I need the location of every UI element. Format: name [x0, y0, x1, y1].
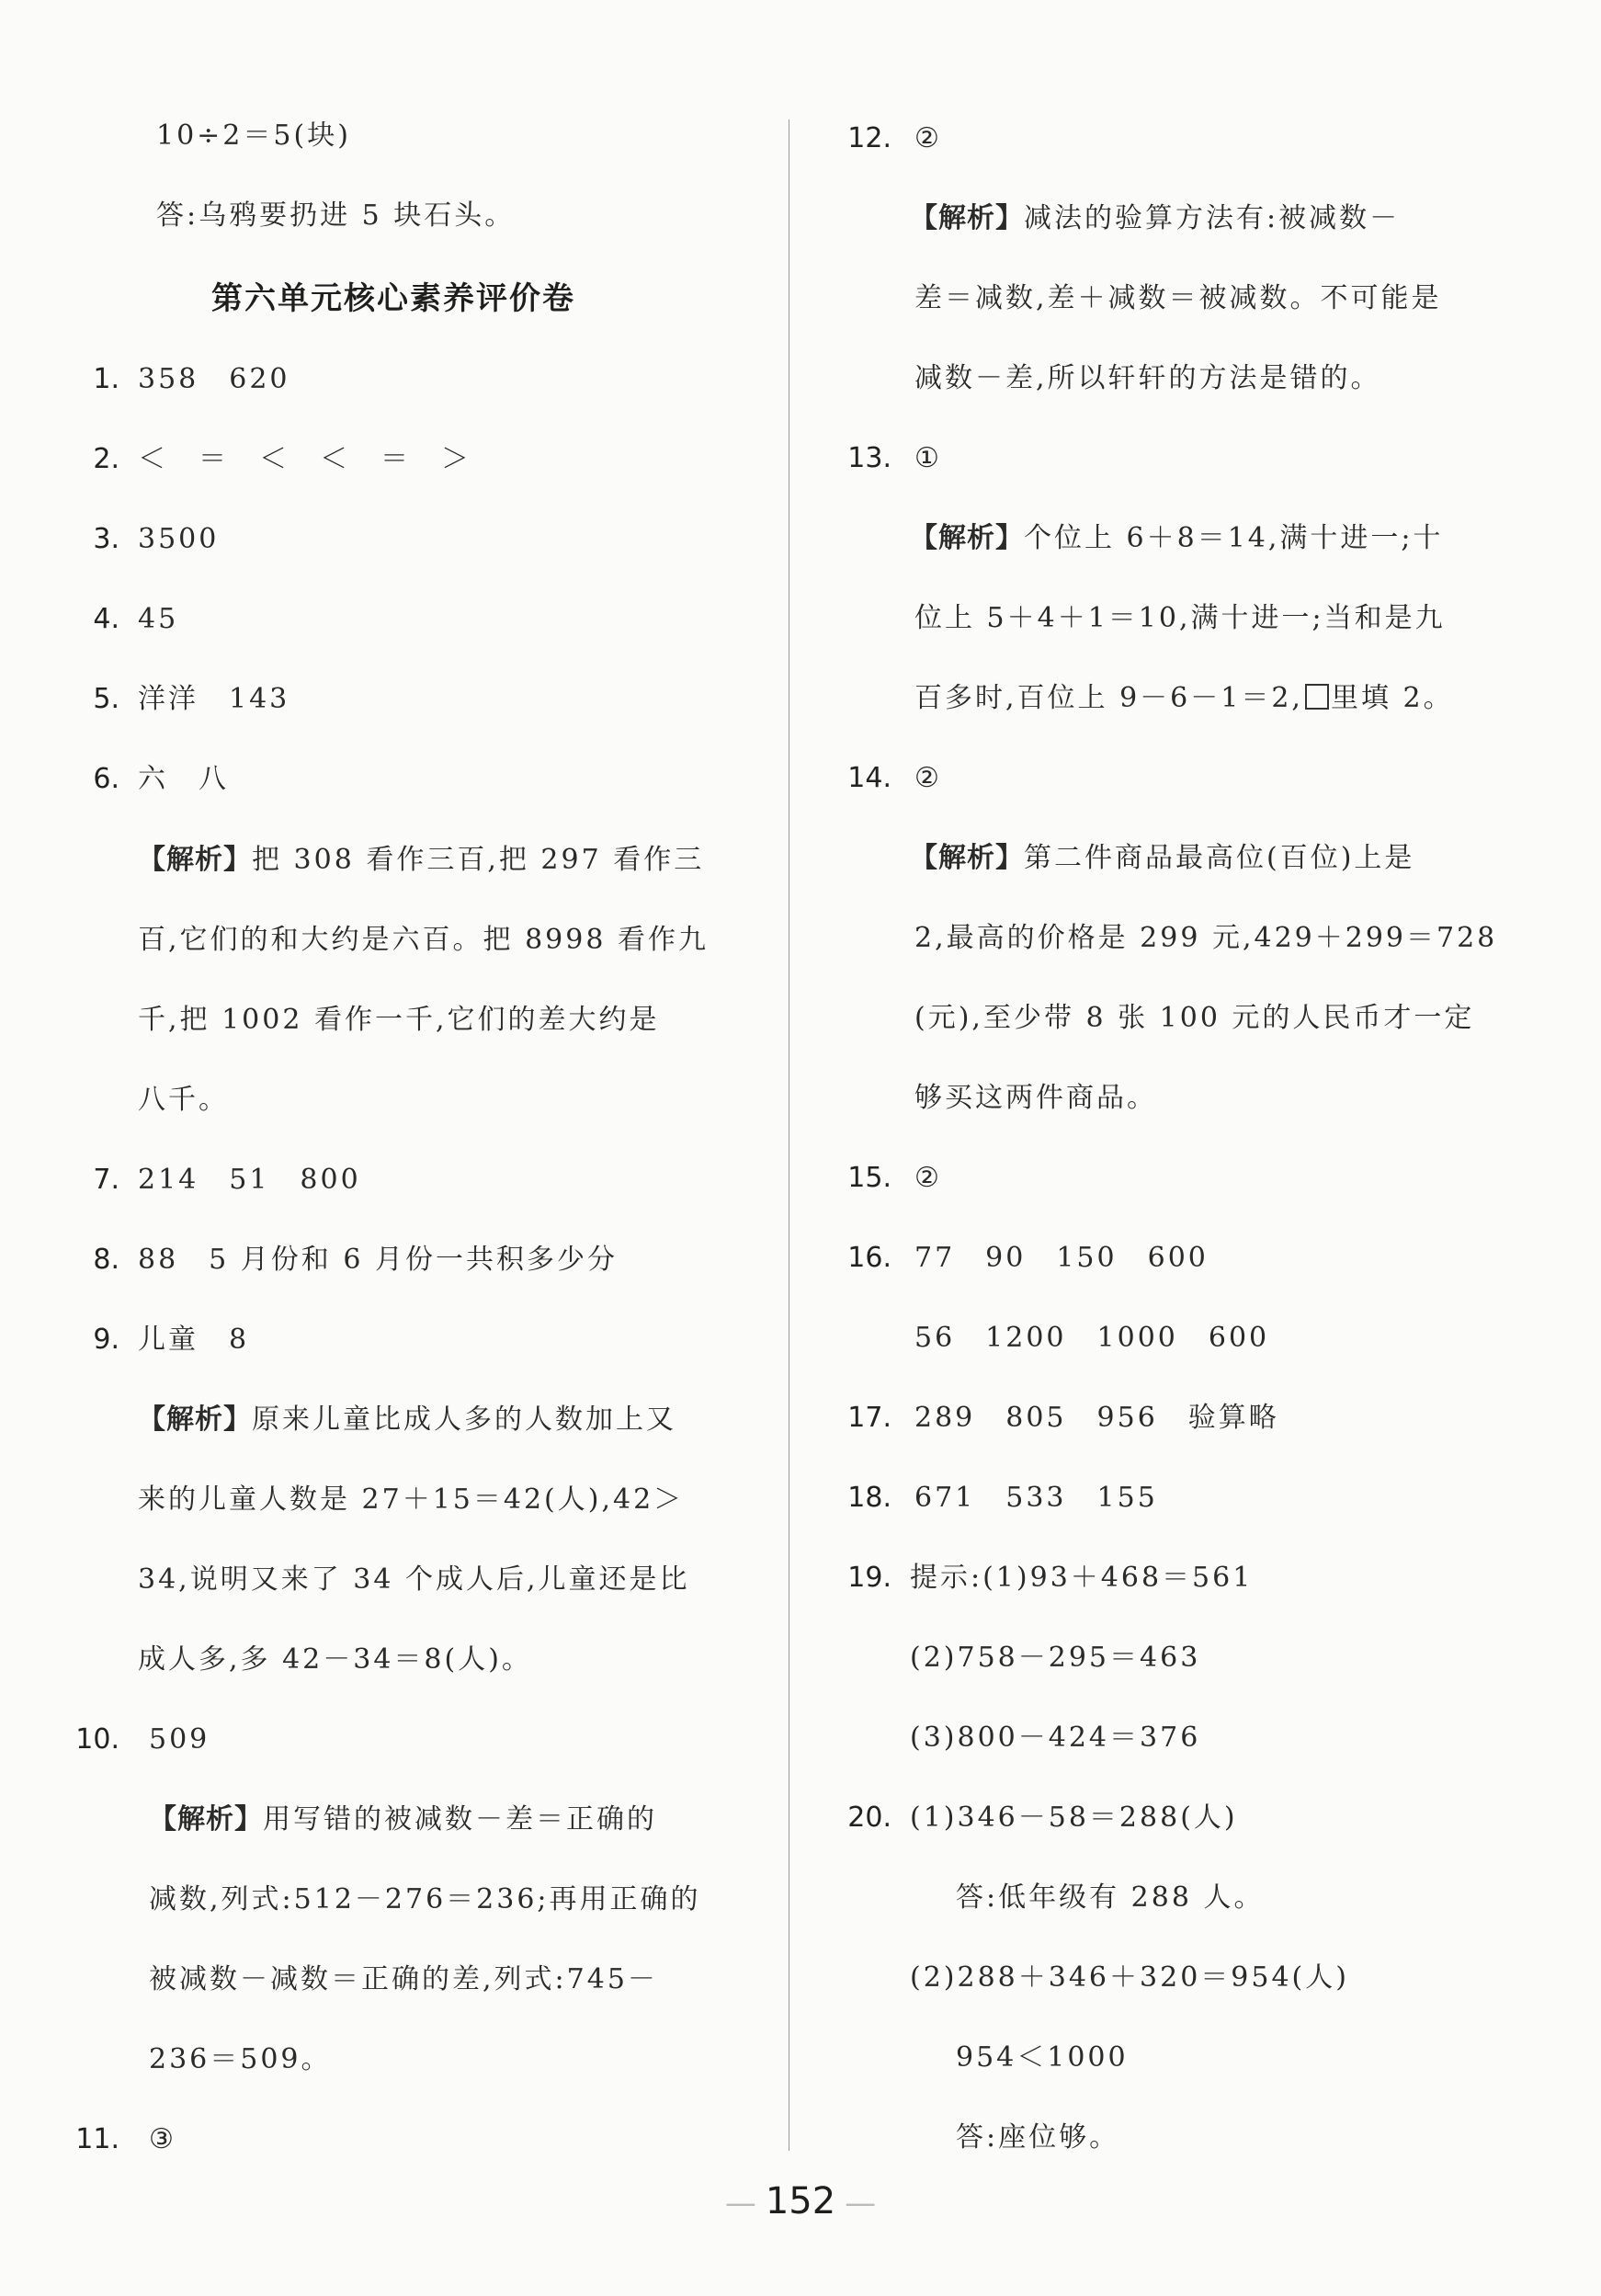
answer-text: 88 5 月份和 6 月份一共积多少分	[138, 1244, 618, 1276]
answer-text: 509	[149, 1723, 210, 1756]
answer-text: 答:低年级有 288 人。	[956, 1881, 1265, 1914]
answer-text: (2)288＋346＋320＝954(人)	[910, 1961, 1349, 1994]
question-number: 10.	[75, 1723, 119, 1756]
blank-box	[1305, 684, 1329, 710]
answer-text: ①	[914, 442, 942, 474]
question-number: 2.	[93, 443, 119, 475]
answer-text: 提示:(1)93＋468＝561	[910, 1562, 1254, 1594]
question-number: 17.	[847, 1402, 891, 1434]
analysis-line: 减数,列式:512－276＝236;再用正确的	[149, 1883, 701, 1915]
answer-text: ②	[914, 1162, 942, 1194]
analysis-line: 减数－差,所以轩轩的方法是错的。	[914, 362, 1381, 394]
answer-text: 56 1200 1000 600	[914, 1322, 1270, 1354]
analysis-line: 2,最高的价格是 299 元,429＋299＝728	[914, 922, 1498, 954]
analysis-line: 来的儿童人数是 27＋15＝42(人),42＞	[138, 1483, 685, 1516]
question-number: 20.	[847, 1802, 891, 1834]
analysis-line	[138, 1402, 676, 1438]
answer-text: ③	[149, 2123, 176, 2155]
analysis-line	[910, 520, 1444, 557]
question-number: 4.	[93, 603, 119, 635]
analysis-line	[149, 1802, 657, 1838]
answer-text: 45	[138, 603, 179, 635]
question-number: 8.	[93, 1244, 119, 1276]
page-number-footer	[0, 2178, 1601, 2226]
question-number: 11.	[75, 2123, 119, 2155]
question-number: 14.	[847, 762, 891, 794]
answer-text: 214 51 800	[138, 1164, 361, 1196]
analysis-line: 差＝减数,差＋减数＝被减数。不可能是	[914, 282, 1442, 314]
question-number: 7.	[93, 1164, 119, 1196]
analysis-tag: 【解析】	[149, 1803, 263, 1836]
dash-right: —	[845, 2185, 877, 2222]
text-line: 10÷2＝5(块)	[156, 119, 351, 152]
analysis-line: 成人多,多 42－34＝8(人)。	[138, 1643, 532, 1676]
analysis-tag: 【解析】	[910, 202, 1024, 234]
analysis-line: (元),至少带 8 张 100 元的人民币才一定	[914, 1002, 1475, 1034]
answer-text: 六 八	[138, 763, 229, 795]
question-number: 12.	[847, 122, 891, 154]
analysis-line: 236＝509。	[149, 2043, 332, 2075]
analysis-text: 里填 2。	[1330, 682, 1454, 714]
answer-text: 289 805 956 验算略	[914, 1402, 1279, 1434]
answer-text: ②	[914, 122, 942, 154]
answer-text: ②	[914, 762, 942, 794]
answer-text: 洋洋 143	[138, 683, 290, 715]
dash-left: —	[724, 2185, 756, 2222]
page-number: 152	[765, 2180, 836, 2222]
analysis-line	[914, 680, 1454, 717]
answer-text: 77 90 150 600	[914, 1242, 1209, 1274]
answer-text: 3500	[138, 523, 220, 555]
analysis-line: 34,说明又来了 34 个成人后,儿童还是比	[138, 1563, 690, 1596]
question-number: 13.	[847, 442, 891, 474]
analysis-line	[138, 842, 704, 879]
question-number: 19.	[847, 1562, 891, 1594]
analysis-line	[910, 200, 1400, 237]
answer-text: 答:座位够。	[956, 2121, 1120, 2154]
analysis-line: 八千。	[138, 1084, 229, 1116]
answer-text: ＜ ＝ ＜ ＜ ＝ ＞	[138, 443, 471, 475]
analysis-text: 个位上 6＋8＝14,满十进一;十	[1024, 522, 1444, 554]
analysis-tag: 【解析】	[910, 842, 1024, 874]
analysis-tag: 【解析】	[910, 522, 1024, 554]
analysis-line: 百,它们的和大约是六百。把 8998 看作九	[138, 924, 709, 956]
text-line: 答:乌鸦要扔进 5 块石头。	[156, 199, 516, 232]
answer-text: (1)346－58＝288(人)	[910, 1802, 1238, 1834]
question-number: 15.	[847, 1162, 891, 1194]
answer-text: 671 533 155	[914, 1482, 1158, 1514]
analysis-line: 千,把 1002 看作一千,它们的差大约是	[138, 1004, 660, 1036]
analysis-line: 够买这两件商品。	[914, 1082, 1157, 1114]
answer-text: 954＜1000	[956, 2041, 1129, 2074]
analysis-line: 位上 5＋4＋1＝10,满十进一;当和是九	[914, 602, 1446, 634]
analysis-text: 把 308 看作三百,把 297 看作三	[252, 844, 705, 876]
question-number: 3.	[93, 523, 119, 555]
analysis-text: 用写错的被减数－差＝正确的	[263, 1803, 657, 1836]
question-number: 6.	[93, 763, 119, 795]
question-number: 9.	[93, 1324, 119, 1356]
analysis-text: 第二件商品最高位(百位)上是	[1024, 842, 1415, 874]
answer-text: 儿童 8	[138, 1324, 250, 1356]
question-number: 1.	[93, 363, 119, 395]
section-heading: 第六单元核心素养评价卷	[211, 280, 575, 317]
question-number: 18.	[847, 1482, 891, 1514]
answer-text: 358 620	[138, 363, 290, 395]
answer-text: (2)758－295＝463	[910, 1642, 1201, 1674]
question-number: 5.	[93, 683, 119, 715]
analysis-tag: 【解析】	[138, 844, 252, 876]
analysis-line	[910, 840, 1414, 877]
analysis-text: 减法的验算方法有:被减数－	[1024, 202, 1401, 234]
analysis-line: 被减数－减数＝正确的差,列式:745－	[149, 1963, 658, 1995]
answer-text: (3)800－424＝376	[910, 1722, 1201, 1754]
analysis-text: 原来儿童比成人多的人数加上又	[252, 1404, 676, 1436]
analysis-text: 百多时,百位上 9－6－1＝2,	[914, 682, 1303, 714]
question-number: 16.	[847, 1242, 891, 1274]
analysis-tag: 【解析】	[138, 1404, 252, 1436]
